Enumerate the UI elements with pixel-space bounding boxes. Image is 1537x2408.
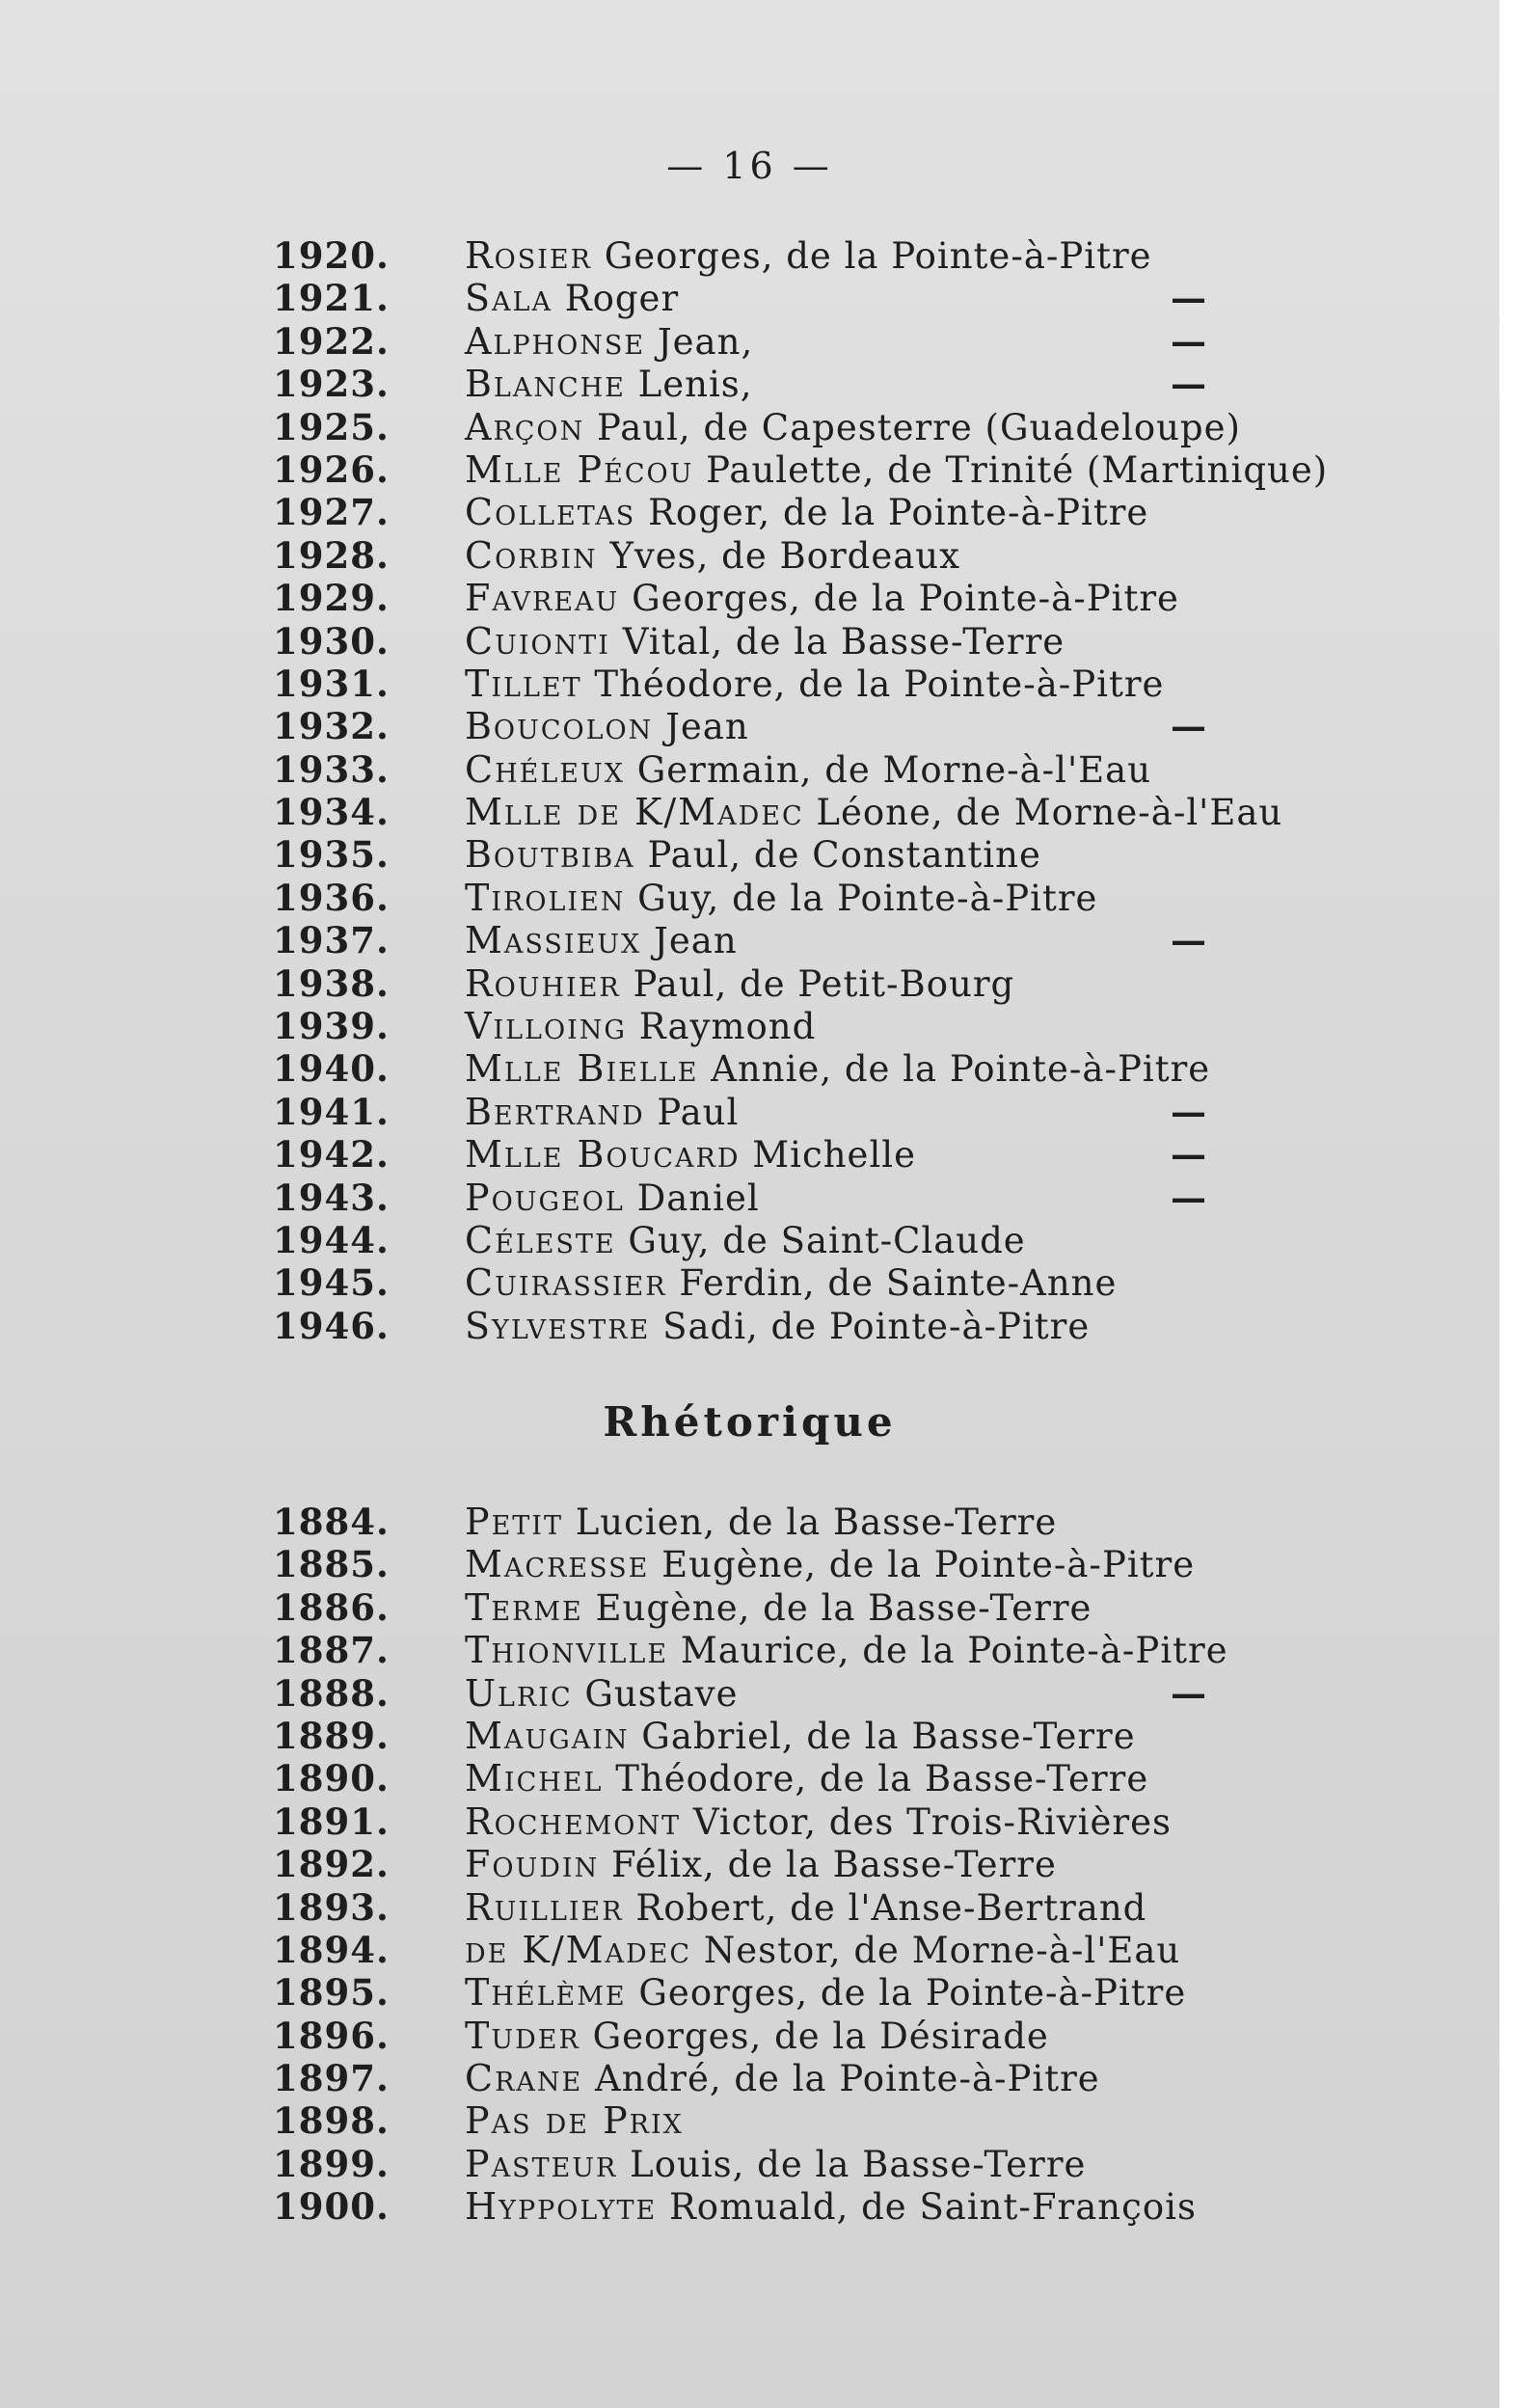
surname: Thélème bbox=[465, 1971, 627, 2015]
list-item bbox=[0, 919, 1499, 961]
list-item bbox=[0, 277, 1499, 319]
given-name-and-origin: Léone, de Morne-à-l'Eau bbox=[816, 792, 1283, 834]
given-name-and-origin: Michelle bbox=[752, 1134, 917, 1177]
laureate-entry bbox=[465, 1586, 1313, 1630]
laureate-name bbox=[465, 534, 960, 578]
laureate-entry bbox=[465, 663, 1313, 706]
laureate-name bbox=[465, 1047, 1210, 1091]
given-name-and-origin: Félix, de la Basse-Terre bbox=[610, 1844, 1057, 1886]
list-item bbox=[0, 1586, 1499, 1629]
laureate-entry bbox=[465, 406, 1313, 449]
list-item bbox=[0, 1800, 1499, 1843]
laureate-entry bbox=[465, 1177, 1313, 1220]
given-name-and-origin: Ferdin, de Sainte-Anne bbox=[679, 1262, 1118, 1305]
list-item bbox=[0, 1757, 1499, 1799]
laureate-entry bbox=[465, 1501, 1313, 1544]
laureate-entry bbox=[465, 962, 1313, 1006]
laureate-entry bbox=[465, 1261, 1313, 1305]
surname: Rouhier bbox=[465, 961, 621, 1005]
given-name-and-origin: Paul, de Capesterre (Guadeloupe) bbox=[596, 406, 1241, 448]
list-item bbox=[0, 363, 1499, 405]
given-name-and-origin: Roger bbox=[564, 278, 680, 320]
list-item bbox=[0, 491, 1499, 533]
laureate-name bbox=[465, 1715, 1136, 1758]
list-item bbox=[0, 1672, 1499, 1715]
year-label: 1886. bbox=[273, 1585, 390, 1629]
laureate-name bbox=[465, 1219, 1026, 1262]
year-label: 1900. bbox=[273, 2185, 390, 2229]
laureate-name bbox=[465, 1091, 739, 1134]
laureate-name bbox=[465, 1501, 1057, 1544]
laureate-name bbox=[465, 1971, 1186, 2015]
year-label: 1925. bbox=[273, 405, 390, 448]
laureate-entry bbox=[465, 534, 1313, 578]
year-label: 1895. bbox=[273, 1971, 390, 2015]
laureate-name bbox=[465, 2015, 1049, 2058]
laureate-name bbox=[465, 363, 753, 406]
surname: Rochemont bbox=[465, 1799, 682, 1843]
list-item bbox=[0, 234, 1499, 277]
year-label: 1892. bbox=[273, 1843, 390, 1886]
list-item bbox=[0, 2143, 1499, 2185]
surname: Thionville bbox=[465, 1629, 669, 1672]
list-item bbox=[0, 1005, 1499, 1047]
year-label: 1936. bbox=[273, 876, 390, 919]
surname: Petit bbox=[465, 1501, 563, 1543]
laureate-name bbox=[465, 620, 1065, 663]
year-label: 1923. bbox=[273, 363, 390, 406]
laureate-entry bbox=[465, 277, 1313, 320]
laureate-name bbox=[465, 1886, 1146, 1930]
surname: Céleste bbox=[465, 1218, 616, 1261]
given-name-and-origin: Yves, de Bordeaux bbox=[609, 534, 961, 577]
laureate-name bbox=[465, 234, 1152, 278]
laureate-name bbox=[465, 448, 1328, 492]
ditto-dash: — bbox=[1171, 1671, 1207, 1715]
laureate-name bbox=[465, 1005, 816, 1048]
laureate-entry bbox=[465, 705, 1313, 748]
laureate-name bbox=[465, 1133, 916, 1177]
surname: Villoing bbox=[465, 1005, 627, 1048]
given-name-and-origin: Daniel bbox=[636, 1177, 760, 1219]
list-item bbox=[0, 663, 1499, 705]
section-heading: Rhétorique bbox=[603, 1398, 897, 1446]
given-name-and-origin: Guy, de la Pointe-à-Pitre bbox=[637, 877, 1098, 919]
laureate-name bbox=[465, 1305, 1090, 1348]
laureate-name bbox=[465, 877, 1097, 920]
list-item bbox=[0, 2185, 1499, 2228]
list-item bbox=[0, 534, 1499, 577]
laureate-entry bbox=[465, 1800, 1313, 1844]
year-label: 1893. bbox=[273, 1885, 390, 1929]
year-label: 1890. bbox=[273, 1757, 390, 1800]
surname: Crane bbox=[465, 2057, 583, 2100]
surname: Foudin bbox=[465, 1843, 600, 1886]
given-name-and-origin: Gustave bbox=[584, 1672, 739, 1715]
laureate-entry bbox=[465, 2143, 1313, 2186]
list-item bbox=[0, 320, 1499, 363]
year-label: 1896. bbox=[273, 2014, 390, 2057]
ditto-dash: — bbox=[1171, 919, 1207, 962]
given-name-and-origin: Georges, de la Désirade bbox=[592, 2015, 1049, 2057]
laureate-entry bbox=[465, 833, 1313, 877]
surname: Ulric bbox=[465, 1671, 573, 1715]
list-item bbox=[0, 1261, 1499, 1304]
laureate-name bbox=[465, 748, 1151, 792]
year-label: 1926. bbox=[273, 447, 390, 491]
given-name-and-origin: Jean bbox=[665, 706, 749, 748]
laureate-entry bbox=[465, 1929, 1313, 1972]
list-item bbox=[0, 1501, 1499, 1543]
laureate-entry bbox=[465, 1843, 1313, 1886]
year-label: 1889. bbox=[273, 1714, 390, 1757]
surname: Sylvestre bbox=[465, 1304, 651, 1347]
year-label: 1942. bbox=[273, 1133, 390, 1177]
laureate-entry bbox=[465, 1219, 1313, 1262]
list-item bbox=[0, 406, 1499, 448]
laureate-name bbox=[465, 1586, 1092, 1630]
given-name-and-origin: Annie, de la Pointe-à-Pitre bbox=[711, 1048, 1211, 1091]
surname: Mlle Pécou bbox=[465, 447, 694, 491]
list-item bbox=[0, 620, 1499, 663]
laureate-name bbox=[465, 1929, 1180, 1972]
year-label: 1940. bbox=[273, 1047, 390, 1091]
laureate-entry bbox=[465, 2057, 1313, 2100]
given-name-and-origin: Théodore, de la Pointe-à-Pitre bbox=[594, 663, 1165, 705]
page-number: — 16 — bbox=[666, 145, 833, 187]
list-item bbox=[0, 833, 1499, 876]
year-label: 1928. bbox=[273, 533, 390, 577]
laureate-entry bbox=[465, 363, 1313, 406]
surname: Boutbiba bbox=[465, 833, 635, 877]
surname: Macresse bbox=[465, 1543, 650, 1586]
given-name-and-origin: Gabriel, de la Basse-Terre bbox=[641, 1715, 1136, 1757]
list-item bbox=[0, 1219, 1499, 1261]
year-label: 1945. bbox=[273, 1261, 390, 1305]
year-label: 1932. bbox=[273, 705, 390, 748]
given-name-and-origin: Maurice, de la Pointe-à-Pitre bbox=[680, 1630, 1228, 1672]
ditto-dash: — bbox=[1171, 1133, 1207, 1177]
list-item bbox=[0, 962, 1499, 1005]
year-label: 1894. bbox=[273, 1928, 390, 1971]
laureate-name bbox=[465, 1757, 1148, 1800]
laureate-entry bbox=[465, 491, 1313, 534]
laureate-name bbox=[465, 406, 1241, 449]
surname: Bertrand bbox=[465, 1090, 645, 1133]
laureate-name bbox=[465, 833, 1041, 877]
laureate-entry bbox=[465, 1629, 1313, 1672]
surname: Favreau bbox=[465, 577, 620, 620]
surname: Alphonse bbox=[465, 319, 646, 363]
laureate-name bbox=[465, 1843, 1057, 1886]
given-name-and-origin: Georges, de la Pointe-à-Pitre bbox=[632, 578, 1179, 620]
laureate-entry bbox=[465, 791, 1313, 834]
surname: Mlle Bielle bbox=[465, 1047, 699, 1091]
list-item bbox=[0, 1047, 1499, 1090]
ditto-dash: — bbox=[1171, 1090, 1207, 1133]
given-name-and-origin: Germain, de Morne-à-l'Eau bbox=[636, 748, 1152, 791]
list-item bbox=[0, 791, 1499, 833]
given-name-and-origin: Victor, des Trois-Rivières bbox=[692, 1800, 1172, 1843]
year-label: 1944. bbox=[273, 1218, 390, 1261]
surname: Pougeol bbox=[465, 1176, 625, 1219]
surname: Michel bbox=[465, 1757, 604, 1800]
year-label: 1943. bbox=[273, 1176, 390, 1219]
year-label: 1898. bbox=[273, 2099, 390, 2143]
laureate-entry bbox=[465, 1091, 1313, 1134]
laureate-entry bbox=[465, 620, 1313, 663]
given-name-and-origin: Eugène, de la Pointe-à-Pitre bbox=[661, 1544, 1196, 1586]
surname: Hyppolyte bbox=[465, 2185, 658, 2229]
surname: Mlle Boucard bbox=[465, 1133, 741, 1177]
list-item bbox=[0, 1305, 1499, 1347]
laureate-entry bbox=[465, 2099, 1313, 2143]
laureate-name bbox=[465, 2185, 1197, 2229]
given-name-and-origin: Romuald, de Saint-François bbox=[668, 2186, 1197, 2229]
list-item bbox=[0, 705, 1499, 747]
given-name-and-origin: Georges, de la Pointe-à-Pitre bbox=[638, 1972, 1187, 2015]
laureate-name bbox=[465, 2057, 1100, 2100]
surname: Pasteur bbox=[465, 2142, 618, 2185]
year-label: 1937. bbox=[273, 919, 390, 962]
year-label: 1941. bbox=[273, 1090, 390, 1133]
laureate-entry bbox=[465, 1971, 1313, 2015]
prize-list-upper bbox=[0, 234, 1499, 1347]
list-item bbox=[0, 877, 1499, 919]
surname: Sala bbox=[465, 277, 553, 320]
year-label: 1920. bbox=[273, 234, 390, 277]
list-item bbox=[0, 448, 1499, 491]
laureate-name bbox=[465, 1543, 1195, 1586]
laureate-entry bbox=[465, 1715, 1313, 1758]
list-item bbox=[0, 1843, 1499, 1885]
year-label: 1931. bbox=[273, 662, 390, 705]
surname: Rosier bbox=[465, 234, 592, 277]
given-name-and-origin: Paul bbox=[657, 1091, 740, 1133]
surname: Tirolien bbox=[465, 876, 626, 919]
laureate-name bbox=[465, 1177, 760, 1220]
laureate-entry bbox=[465, 1543, 1313, 1586]
laureate-entry bbox=[465, 1305, 1313, 1348]
given-name-and-origin: Théodore, de la Basse-Terre bbox=[615, 1758, 1149, 1800]
surname: Chéleux bbox=[465, 747, 625, 791]
surname: Colletas bbox=[465, 491, 636, 534]
given-name-and-origin: André, de la Pointe-à-Pitre bbox=[595, 2058, 1100, 2100]
list-item bbox=[0, 1543, 1499, 1585]
laureate-name bbox=[465, 705, 749, 748]
ditto-dash: — bbox=[1171, 705, 1207, 748]
laureate-name bbox=[465, 663, 1164, 706]
list-item bbox=[0, 1929, 1499, 1971]
laureate-entry bbox=[465, 2185, 1313, 2229]
year-label: 1939. bbox=[273, 1005, 390, 1048]
prize-list-rhetorique bbox=[0, 1501, 1499, 2229]
laureate-name bbox=[465, 2143, 1086, 2186]
surname: Boucolon bbox=[465, 705, 654, 748]
laureate-entry bbox=[465, 1047, 1313, 1091]
ditto-dash: — bbox=[1171, 363, 1207, 406]
year-label: 1897. bbox=[273, 2057, 390, 2100]
year-label: 1930. bbox=[273, 619, 390, 663]
year-label: 1884. bbox=[273, 1501, 390, 1543]
surname: Cuirassier bbox=[465, 1261, 667, 1305]
laureate-name bbox=[465, 320, 753, 364]
laureate-entry bbox=[465, 320, 1313, 364]
list-item bbox=[0, 748, 1499, 791]
laureate-name bbox=[465, 1800, 1172, 1844]
surname: Arçon bbox=[465, 405, 585, 448]
laureate-name bbox=[465, 1261, 1117, 1305]
year-label: 1891. bbox=[273, 1799, 390, 1843]
laureate-entry bbox=[465, 1886, 1313, 1930]
list-item bbox=[0, 1177, 1499, 1219]
laureate-entry bbox=[465, 577, 1313, 620]
page-margin bbox=[1499, 0, 1537, 2408]
laureate-name bbox=[465, 491, 1148, 534]
laureate-entry bbox=[465, 877, 1313, 920]
year-label: 1921. bbox=[273, 277, 390, 320]
given-name-and-origin: Louis, de la Basse-Terre bbox=[630, 2143, 1087, 2185]
surname: Tillet bbox=[465, 662, 582, 705]
list-item bbox=[0, 2099, 1499, 2142]
given-name-and-origin: Lucien, de la Basse-Terre bbox=[575, 1502, 1058, 1543]
laureate-entry bbox=[465, 1757, 1313, 1800]
given-name-and-origin: Jean, bbox=[657, 320, 754, 363]
year-label: 1922. bbox=[273, 319, 390, 363]
year-label: 1946. bbox=[273, 1304, 390, 1347]
surname: Cuionti bbox=[465, 619, 610, 663]
laureate-name bbox=[465, 1672, 738, 1716]
surname: Mlle de K/Madec bbox=[465, 791, 804, 834]
given-name-and-origin: Eugène, de la Basse-Terre bbox=[595, 1586, 1092, 1629]
laureate-entry bbox=[465, 748, 1313, 792]
year-label: 1934. bbox=[273, 791, 390, 834]
given-name-and-origin: Robert, de l'Anse-Bertrand bbox=[635, 1886, 1147, 1929]
ditto-dash: — bbox=[1171, 277, 1207, 320]
laureate-entry bbox=[465, 1005, 1313, 1048]
laureate-entry bbox=[465, 447, 1329, 492]
given-name-and-origin: Georges, de la Pointe-à-Pitre bbox=[604, 235, 1152, 277]
given-name-and-origin: Roger, de la Pointe-à-Pitre bbox=[648, 492, 1149, 534]
laureate-entry bbox=[465, 1672, 1313, 1716]
list-item bbox=[0, 577, 1499, 619]
given-name-and-origin: Vital, de la Basse-Terre bbox=[622, 620, 1065, 663]
list-item bbox=[0, 2057, 1499, 2099]
list-item bbox=[0, 1133, 1499, 1176]
list-item bbox=[0, 2015, 1499, 2057]
laureate-entry bbox=[465, 1133, 1313, 1177]
year-label: 1938. bbox=[273, 961, 390, 1005]
surname: Blanche bbox=[465, 363, 626, 406]
surname: Ruillier bbox=[465, 1885, 624, 1929]
surname: de K/Madec bbox=[465, 1928, 692, 1971]
given-name-and-origin: Lenis, bbox=[637, 364, 753, 406]
given-name-and-origin: Raymond bbox=[638, 1006, 817, 1048]
year-label: 1899. bbox=[273, 2142, 390, 2185]
given-name-and-origin: Paulette, de Trinité (Martinique) bbox=[706, 448, 1329, 491]
given-name-and-origin: Paul, de Petit-Bourg bbox=[633, 962, 1015, 1005]
year-label: 1935. bbox=[273, 833, 390, 877]
ditto-dash: — bbox=[1171, 1176, 1207, 1219]
ditto-dash: — bbox=[1171, 319, 1207, 363]
list-item bbox=[0, 1715, 1499, 1757]
year-label: 1887. bbox=[273, 1629, 390, 1672]
year-label: 1933. bbox=[273, 747, 390, 791]
laureate-name bbox=[465, 577, 1179, 620]
laureate-name bbox=[465, 791, 1282, 834]
surname: Corbin bbox=[465, 533, 598, 577]
laureate-name bbox=[465, 2099, 684, 2143]
laureate-entry bbox=[465, 2015, 1313, 2058]
given-name-and-origin: Sadi, de Pointe-à-Pitre bbox=[662, 1305, 1091, 1347]
year-label: 1888. bbox=[273, 1671, 390, 1715]
year-label: 1885. bbox=[273, 1543, 390, 1586]
surname: Terme bbox=[465, 1585, 583, 1629]
list-item bbox=[0, 1886, 1499, 1929]
laureate-entry bbox=[465, 234, 1313, 278]
laureate-name bbox=[465, 919, 738, 962]
year-label: 1929. bbox=[273, 577, 390, 620]
surname: Massieux bbox=[465, 919, 642, 962]
given-name-and-origin: Nestor, de Morne-à-l'Eau bbox=[703, 1929, 1181, 1971]
given-name-and-origin: Paul, de Constantine bbox=[647, 834, 1041, 877]
list-item bbox=[0, 1629, 1499, 1671]
list-item bbox=[0, 1091, 1499, 1133]
surname: Tuder bbox=[465, 2014, 580, 2057]
surname: Maugain bbox=[465, 1714, 630, 1757]
laureate-name bbox=[465, 962, 1014, 1006]
laureate-entry bbox=[465, 919, 1313, 962]
surname: Pas de Prix bbox=[465, 2099, 684, 2143]
list-item bbox=[0, 1971, 1499, 2014]
given-name-and-origin: Jean bbox=[654, 920, 738, 962]
laureate-name bbox=[465, 277, 679, 320]
laureate-name bbox=[465, 1629, 1228, 1672]
year-label: 1927. bbox=[273, 491, 390, 534]
given-name-and-origin: Guy, de Saint-Claude bbox=[628, 1219, 1026, 1261]
